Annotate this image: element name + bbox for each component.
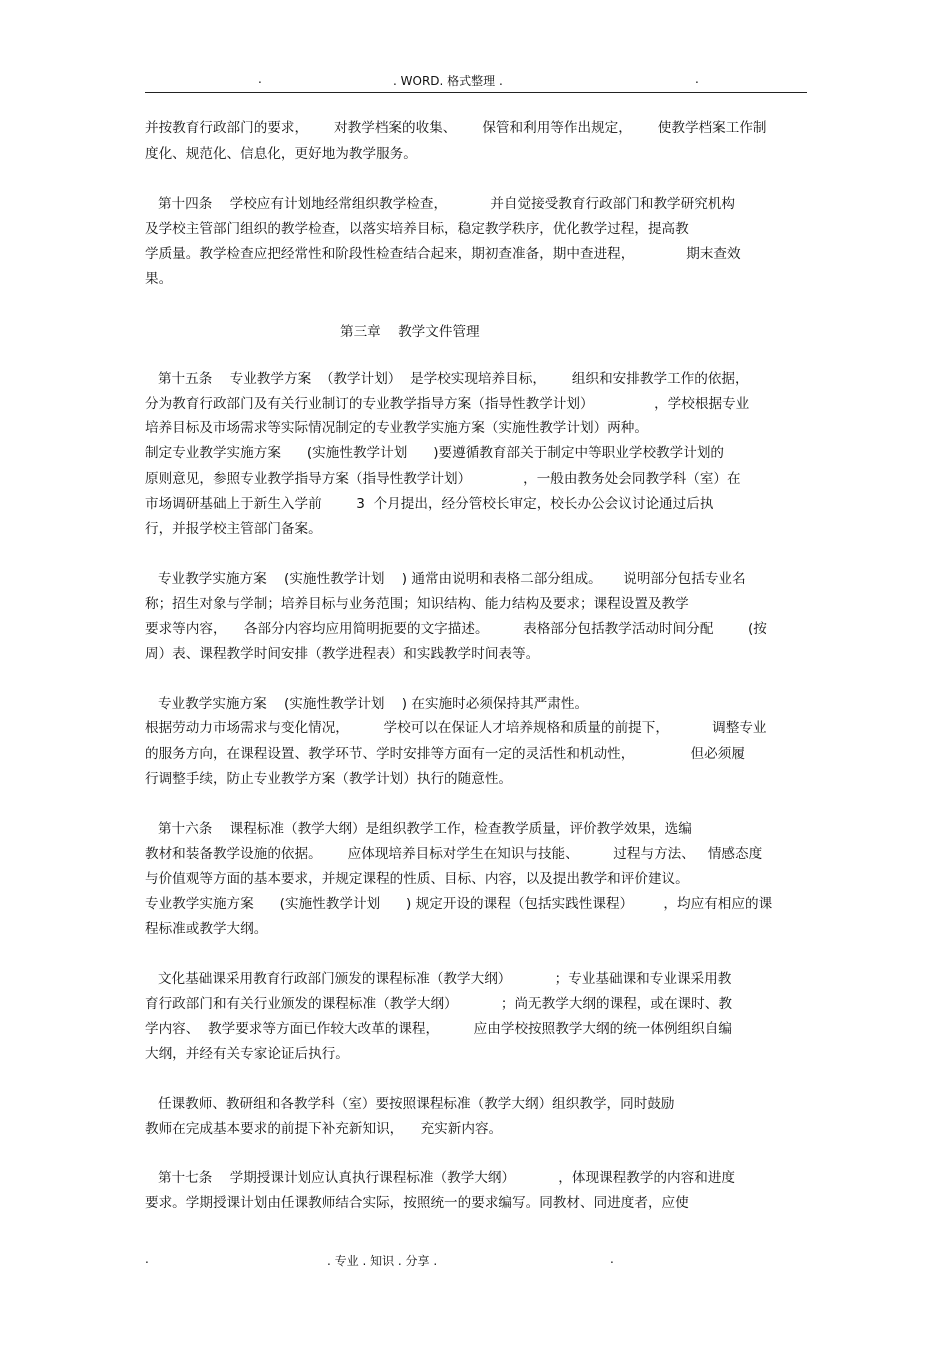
body-line: 任课教师、教研组和各教学科（室）要按照课程标准（教学大纲）组织教学，同时鼓励: [145, 1096, 675, 1112]
body-line: 培养目标及市场需求等实际情况制定的专业教学实施方案（实施性教学计划）两种。: [145, 420, 648, 436]
body-line: 教材和装备教学设施的依据。 应体现培养目标对学生在知识与技能、 过程与方法、 情感态度: [145, 846, 763, 862]
body-line: 程标准或教学大纲。: [145, 921, 268, 937]
body-line: 文化基础课采用教育行政部门颁发的课程标准（教学大纲） ；专业基础课和专业课采用教: [145, 971, 732, 987]
body-line: 第十六条 课程标准（教学大纲）是组织教学工作，检查教学质量，评价教学效果，选编: [145, 821, 692, 837]
body-line: 分为教育行政部门及有关行业制订的专业教学指导方案（指导性教学计划） ，学校根据专业: [145, 396, 750, 412]
body-line: 称；招生对象与学制；培养目标与业务范围；知识结构、能力结构及要求；课程设置及教学: [145, 596, 689, 612]
header-dot-right: .: [695, 72, 699, 86]
page-header: [145, 70, 807, 93]
body-line: 行调整手续，防止专业教学方案（教学计划）执行的随意性。: [145, 771, 513, 787]
body-line: 第十七条 学期授课计划应认真执行课程标准（教学大纲） ，体现课程教学的内容和进度: [145, 1170, 736, 1186]
body-line: 第十五条 专业教学方案 （教学计划） 是学校实现培养目标， 组织和安排教学工作的依据，: [145, 371, 749, 387]
body-line: 度化、规范化、信息化，更好地为教学服务。: [145, 146, 417, 162]
body-line: 的服务方向，在课程设置、教学环节、学时安排等方面有一定的灵活性和机动性， 但必须履: [145, 746, 745, 762]
body-line: 果。: [145, 271, 173, 287]
body-line: 专业教学实施方案 (实施性教学计划 ) 规定开设的课程（包括实践性课程） ，均应有相应的课: [145, 896, 773, 912]
header-title: . WORD. 格式整理 .: [393, 74, 503, 88]
body-line: 要求等内容， 各部分内容均应用简明扼要的文字描述。 表格部分包括教学活动时间分配 (按: [145, 621, 767, 637]
body-line: 市场调研基础上于新生入学前 3 个月提出，经分管校长审定，校长办公会议讨论通过后执: [145, 496, 714, 512]
body-line: 学质量。教学检查应把经常性和阶段性检查结合起来，期初查准备，期中查进程， 期末查效: [145, 246, 741, 262]
body-line: 专业教学实施方案 (实施性教学计划 ) 通常由说明和表格二部分组成。 说明部分包括专业名: [145, 571, 746, 587]
body-line: 并按教育行政部门的要求， 对教学档案的收集、 保管和利用等作出规定， 使教学档案工作制: [145, 120, 767, 136]
body-line: 育行政部门和有关行业颁发的课程标准（教学大纲） ；尚无教学大纲的课程，或在课时、教: [145, 996, 732, 1012]
footer-text: . 专业 . 知识 . 分享 .: [327, 1254, 438, 1268]
body-line: 与价值观等方面的基本要求，并规定课程的性质、目标、内容，以及提出教学和评价建议。: [145, 871, 689, 887]
body-line: 行，并报学校主管部门备案。: [145, 521, 322, 537]
footer-dot-left: .: [145, 1252, 149, 1266]
body-line: 周）表、课程教学时间安排（教学进程表）和实践教学时间表等。: [145, 646, 540, 662]
body-line: 教师在完成基本要求的前提下补充新知识， 充实新内容。: [145, 1121, 503, 1137]
body-line: 学内容、 教学要求等方面已作较大改革的课程， 应由学校按照教学大纲的统一体例组织自编: [145, 1021, 732, 1037]
footer-dot-right: .: [610, 1252, 614, 1266]
body-line: 原则意见，参照专业教学指导方案（指导性教学计划） ，一般由教务处会同教学科（室）在: [145, 471, 741, 487]
body-line: 第十四条 学校应有计划地经常组织教学检查， 并自觉接受教育行政部门和教学研究机构: [145, 196, 736, 212]
body-line: 制定专业教学实施方案 (实施性教学计划 )要遵循教育部关于制定中等职业学校教学计划的: [145, 445, 725, 461]
chapter-heading: 第三章 教学文件管理: [340, 324, 480, 340]
header-dot-left: .: [258, 72, 262, 86]
body-line: 专业教学实施方案 (实施性教学计划 ) 在实施时必须保持其严肃性。: [145, 696, 589, 712]
body-line: 根据劳动力市场需求与变化情况， 学校可以在保证人才培养规格和质量的前提下， 调整专业: [145, 720, 767, 736]
body-line: 大纲，并经有关专家论证后执行。: [145, 1046, 349, 1062]
body-line: 及学校主管部门组织的教学检查，以落实培养目标，稳定教学秩序，优化教学过程，提高教: [145, 221, 689, 237]
body-line: 要求。学期授课计划由任课教师结合实际，按照统一的要求编写。同教材、同进度者，应使: [145, 1195, 689, 1211]
